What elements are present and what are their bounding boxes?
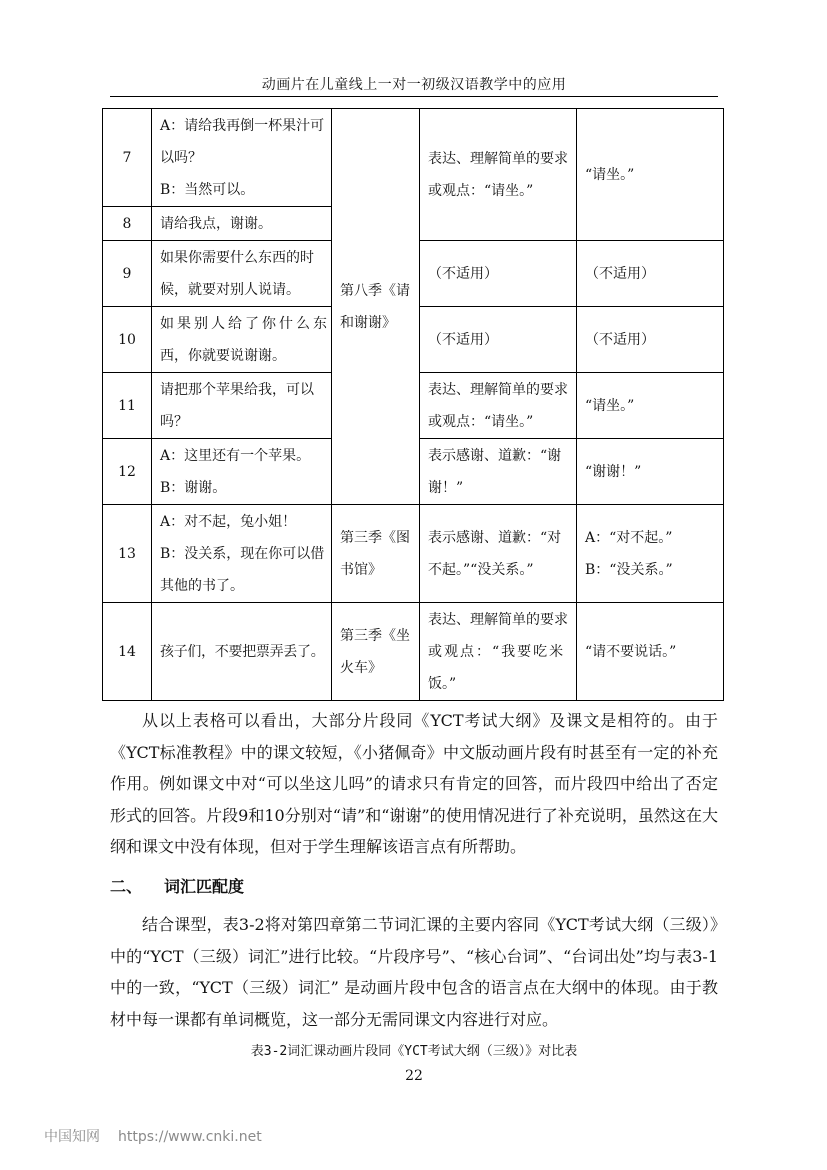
cell-line: 书馆》 bbox=[340, 561, 382, 578]
source-cell bbox=[332, 109, 420, 505]
cell-line: 吗？ bbox=[160, 413, 188, 430]
textbook-cell: “请不要说话。” bbox=[577, 603, 724, 701]
section-title: 词汇匹配度 bbox=[164, 877, 245, 896]
textbook-cell: “请坐。” bbox=[577, 109, 724, 241]
cell-line: 表示感谢、道歉：“对 bbox=[428, 529, 562, 546]
source-cell bbox=[332, 505, 420, 603]
textbook-cell: “谢谢！” bbox=[577, 439, 724, 505]
cell-line: 或观点：“我要吃米 bbox=[428, 643, 566, 660]
cell-line: 饭。” bbox=[428, 675, 457, 692]
comparison-table bbox=[102, 108, 724, 701]
cell-line: 第三季《坐 bbox=[340, 627, 410, 644]
cell-line: A：这里还有一个苹果。 bbox=[160, 447, 311, 464]
cell-line: 表达、理解简单的要求 bbox=[428, 381, 568, 398]
core-line-cell bbox=[152, 109, 332, 207]
watermark-name: 中国知网 bbox=[44, 1129, 100, 1145]
cell-line: B：“没关系。” bbox=[585, 561, 673, 578]
cell-line: 第八季《请 bbox=[340, 282, 410, 299]
outline-cell: （不适用） bbox=[420, 241, 577, 307]
cell-line: 孩子们，不要把票弄丢了。 bbox=[160, 643, 325, 660]
cell-line: B：当然可以。 bbox=[160, 181, 255, 198]
body-paragraph: 从以上表格可以看出，大部分片段同《YCT考试大纲》及课文是相符的。由于《YCT标准教程》中的课文较短，《小猪佩奇》中文版动画片段有时甚至有一定的补充作用。例如课文中对“可以坐这儿吗”的请求只有肯定的回答，而片段四中给出了否定形式的回答。片段9和10分别对“请”和“谢谢”的使用情况进行了补充说明，虽然这在大纲和课文中没有体现，但对于学生理解该语言点有所帮助。 bbox=[110, 711, 718, 856]
cell-line: 不起。”“没关系。” bbox=[428, 561, 534, 578]
cell-line: 火车》 bbox=[340, 659, 382, 676]
cell-line: 请给我点，谢谢。 bbox=[160, 215, 272, 232]
textbook-cell: （不适用） bbox=[577, 307, 724, 373]
row-number: 11 bbox=[103, 373, 152, 439]
cell-line: 和谢谢》 bbox=[340, 314, 396, 331]
table-caption: 表3-2词汇课动画片段同《YCT考试大纲（三级）》对比表 bbox=[250, 1044, 578, 1059]
core-line-cell bbox=[152, 241, 332, 307]
row-number: 14 bbox=[103, 603, 152, 701]
core-line-cell bbox=[152, 207, 332, 241]
section-heading bbox=[110, 875, 244, 899]
cell-line: A：请给我再倒一杯果汁可 bbox=[160, 117, 325, 134]
outline-cell bbox=[420, 603, 577, 701]
body-paragraph: 结合课型，表3-2将对第四章第二节词汇课的主要内容同《YCT考试大纲（三级）》中的“YCT（三级）词汇”进行比较。“片段序号”、“核心台词”、“台词出处”均与表3-1中的一致，“YCT（三级）词汇” 是动画片段中包含的语言点在大纲中的体现。由于教材中每一课都有单词概览，这一部分无需同课文内容进行对应。 bbox=[110, 915, 718, 1029]
section-number: 二、 bbox=[110, 877, 143, 896]
outline-cell bbox=[420, 373, 577, 439]
cell-line: 如果你需要什么东西的时 bbox=[160, 249, 314, 266]
cell-line: 如果别人给了你什么东 bbox=[160, 315, 330, 332]
table-row bbox=[103, 109, 724, 207]
textbook-cell bbox=[577, 505, 724, 603]
source-cell bbox=[332, 603, 420, 701]
textbook-cell: （不适用） bbox=[577, 241, 724, 307]
cell-line: B：没关系，现在你可以借 bbox=[160, 545, 325, 562]
row-number: 10 bbox=[103, 307, 152, 373]
running-header: 动画片在儿童线上一对一初级汉语教学中的应用 bbox=[261, 77, 567, 93]
row-number: 9 bbox=[103, 241, 152, 307]
cell-line: A：“对不起。” bbox=[585, 529, 673, 546]
core-line-cell bbox=[152, 439, 332, 505]
textbook-cell: “请坐。” bbox=[577, 373, 724, 439]
cell-line: 请把那个苹果给我，可以 bbox=[160, 381, 314, 398]
cell-line: 或观点：“请坐。” bbox=[428, 182, 534, 199]
core-line-cell bbox=[152, 373, 332, 439]
row-number: 8 bbox=[103, 207, 152, 241]
cell-line: B：谢谢。 bbox=[160, 479, 227, 496]
core-line-cell bbox=[152, 505, 332, 603]
cell-line: 其他的书了。 bbox=[160, 577, 244, 594]
watermark bbox=[44, 1126, 280, 1146]
cell-line: 或观点：“请坐。” bbox=[428, 413, 534, 430]
table-row bbox=[103, 603, 724, 701]
cell-line: 谢！” bbox=[428, 479, 464, 496]
page-number: 22 bbox=[405, 1068, 423, 1084]
table-row bbox=[103, 505, 724, 603]
header-rule bbox=[110, 96, 718, 97]
cell-line: A：对不起，兔小姐！ bbox=[160, 513, 297, 530]
row-number: 12 bbox=[103, 439, 152, 505]
watermark-url: https://www.cnki.net bbox=[118, 1129, 262, 1145]
cell-line: 西，你就要说谢谢。 bbox=[160, 347, 286, 364]
cell-line: 以吗？ bbox=[160, 149, 202, 166]
core-line-cell bbox=[152, 307, 332, 373]
cell-line: 第三季《图 bbox=[340, 529, 410, 546]
cell-line: 表达、理解简单的要求 bbox=[428, 150, 568, 167]
row-number: 13 bbox=[103, 505, 152, 603]
cell-line: 表示感谢、道歉：“谢 bbox=[428, 447, 562, 464]
row-number: 7 bbox=[103, 109, 152, 207]
outline-cell bbox=[420, 505, 577, 603]
cell-line: 候，就要对别人说请。 bbox=[160, 281, 300, 298]
outline-cell: （不适用） bbox=[420, 307, 577, 373]
outline-cell bbox=[420, 439, 577, 505]
outline-cell bbox=[420, 109, 577, 241]
core-line-cell bbox=[152, 603, 332, 701]
cell-line: 表达、理解简单的要求 bbox=[428, 611, 568, 628]
